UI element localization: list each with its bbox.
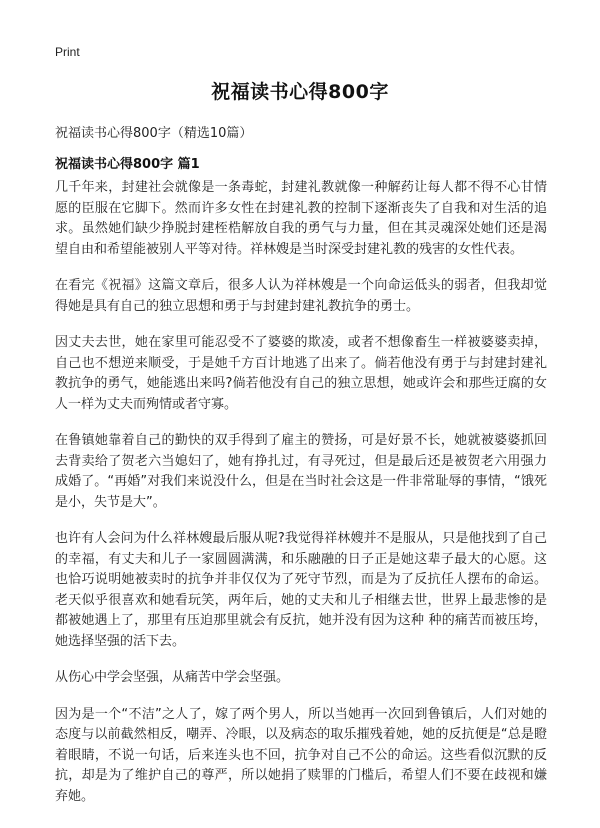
paragraph-7: 因为是一个“不洁”之人了，嫁了两个男人，所以当她再一次回到鲁镇后，人们对她的态度与以前截然相反，嘲弄、冷眼，以及病态的取乐摧残着她，她的反抗便是“总是瞪着眼睛，不说一句话，后来连头也不回，抗争对自己不公的命运。这些看似沉默的反抗，却是为了维护自己的尊严，所以她捐了赎罪的门槛后，希望人们不要在歧视和嫌弃她。 (55, 706, 547, 804)
print-label[interactable]: Print (55, 45, 80, 59)
paragraph-1: 几千年来，封建社会就像是一条毒蛇，封建礼教就像一种解药让每人都不得不心甘情愿的臣服在它脚下。然而许多女性在封建礼教的控制下逐渐丧失了自我和对生活的追求。虽然她们缺少挣脱封建桎梏解放自我的勇气与力量，但在其灵魂深处她们还是渴望自由和希望能被别人平等对待。祥林嫂是当时深受封建礼教的残害的女性代表。 (55, 180, 547, 257)
document-subtitle: 祝福读书心得800字（精选10篇） (55, 126, 253, 141)
paragraph-3: 因丈夫去世，她在家里可能忍受不了婆婆的欺凌，或者不想像畜生一样被婆婆卖掉，自己也不想逆来顺受，于是她千方百计地逃了出来了。倘若他没有勇于与封建封建礼教抗争的勇气，她能逃出来吗?倘若他没有自己的独立思想，她或许会和那些迂腐的女人一样为丈夫而殉情或者守寡。 (55, 335, 547, 412)
paragraph-4: 在鲁镇她靠着自己的勤快的双手得到了雇主的赞扬，可是好景不长，她就被婆婆抓回去背卖给了贺老六当媳妇了，她有挣扎过，有寻死过，但是最后还是被贺老六用强力成婚了。“再婚”对我们来说没什么，但是在当时社会这是一件非常耻辱的事情，“饿死是小，失节是大”。 (55, 433, 547, 510)
article-body (55, 178, 547, 823)
document-title: 祝福读书心得800字 (211, 81, 389, 103)
paragraph-6: 从伤心中学会坚强，从痛苦中学会坚强。 (55, 670, 290, 685)
paragraph-5: 也许有人会问为什么祥林嫂最后服从呢?我觉得祥林嫂并不是服从，只是他找到了自己的幸福，有丈夫和儿子一家圆圆满满，和乐融融的日子正是她这辈子最大的心愿。这也恰巧说明她被卖时的抗争并非仅仅为了死守节烈，而是为了反抗任人摆布的命运。老天似乎很喜欢和她看玩笑，两年后，她的丈夫和儿子相继去世，世界上最悲惨的是都被她遇上了，那里有压迫那里就会有反抗，她并没有因为这种 种的痛苦而被压垮，她选择坚强的活下去。 (55, 531, 547, 649)
paragraph-2: 在看完《祝福》这篇文章后，很多人认为祥林嫂是一个向命运低头的弱者，但我却觉得她是具有自己的独立思想和勇于与封建封建礼教抗争的勇士。 (55, 278, 547, 314)
section-heading: 祝福读书心得800字 篇1 (55, 157, 200, 172)
